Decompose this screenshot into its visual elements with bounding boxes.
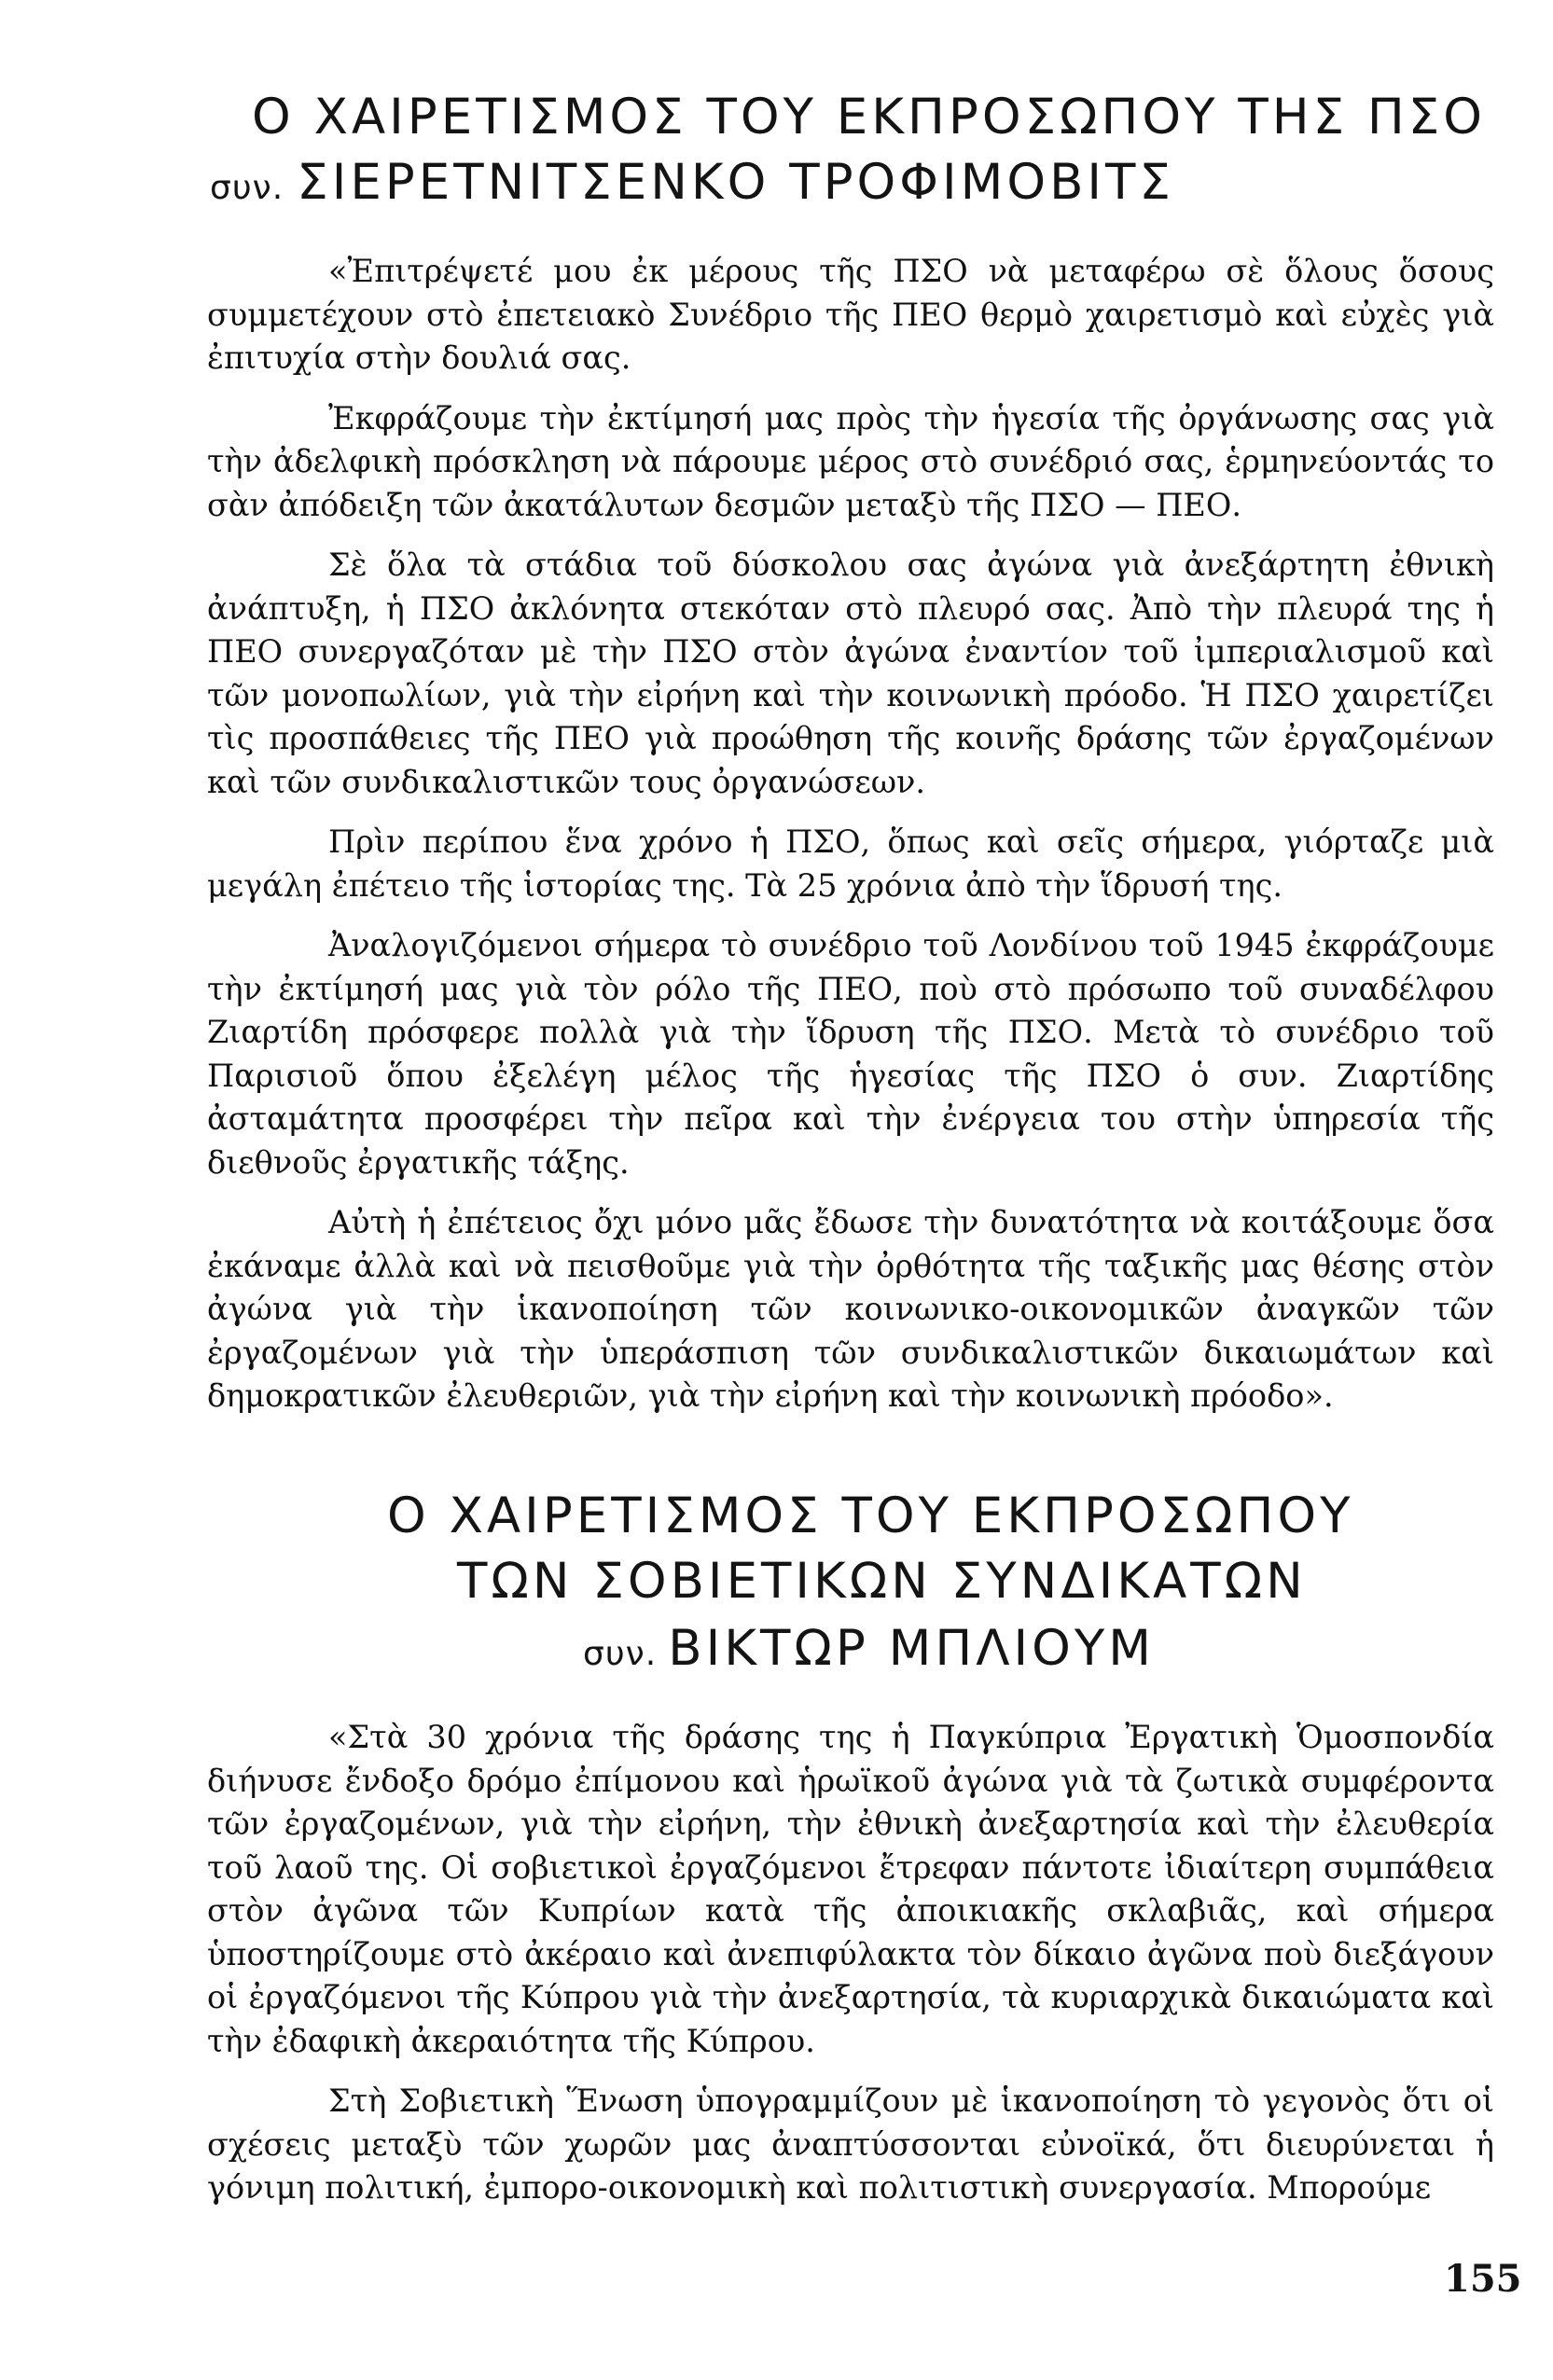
paragraph: Σὲ ὅλα τὰ στάδια τοῦ δύσκολου σας ἀγώνα γιὰ ἀνεξάρτητη ἐθνικὴ ἀνάπτυξη, ἡ ΠΣΟ ἀκλόνητα στεκόταν στὸ πλευρό σας. Ἀπὸ τὴν πλευρά της ἡ ΠΕΟ συνεργαζόταν μὲ τὴν ΠΣΟ στὸν ἀγώνα ἐναντίον τοῦ ἰμπεριαλισμοῦ καὶ τῶν μονοπωλίων, γιὰ τὴν εἰρήνη καὶ τὴν κοινωνικὴ πρόοδο. Ἡ ΠΣΟ χαιρετίζει τὶς προσπάθειες τῆς ΠΕΟ γιὰ προώθηση τῆς κοινῆς δράσης τῶν ἐργαζομένων καὶ τῶν συνδικαλιστικῶν τους ὀργανώσεων.: [207, 547, 1494, 800]
section1-body: [207, 250, 1494, 1435]
paragraph: Πρὶν περίπου ἕνα χρόνο ἡ ΠΣΟ, ὅπως καὶ σεῖς σήμερα, γιόρταζε μιὰ μεγάλη ἐπέτειο τῆς ἱστορίας της. Τὰ 25 χρόνια ἀπὸ τὴν ἵδρυσή της.: [207, 823, 1494, 904]
section1-heading-line2: [210, 154, 1174, 211]
section2-heading-prefix: συν.: [583, 1635, 658, 1673]
paragraph: Στὴ Σοβιετικὴ Ἕνωση ὑπογραμμίζουν μὲ ἱκανοποίηση τὸ γεγονὸς ὅτι οἱ σχέσεις μεταξὺ τῶν χωρῶν μας ἀναπτύσσονται εὐνοϊκά, ὅτι διευρύνεται ἡ γόνιμη πολιτική, ἐμπορο-οικονομικὴ καὶ πολιτιστικὴ συνεργασία. Μπορούμε: [207, 2082, 1494, 2206]
section1-heading-prefix: συν.: [210, 169, 284, 207]
page-number: 155: [1444, 2257, 1522, 2301]
section2-heading-line3: [583, 1620, 1155, 1677]
paragraph: Ἐκφράζουμε τὴν ἐκτίμησή μας πρὸς τὴν ἡγεσία τῆς ὀργάνωσης σας γιὰ τὴν ἀδελφικὴ πρόσκληση νὰ πάρουμε μέρος στὸ συνέδριό σας, ἑρμηνεύοντάς το σὰν ἀπόδειξη τῶν ἀκατάλυτων δεσμῶν μεταξὺ τῆς ΠΣΟ — ΠΕΟ.: [207, 399, 1494, 523]
paragraph: Αὐτὴ ἡ ἐπέτειος ὄχι μόνο μᾶς ἔδωσε τὴν δυνατότητα νὰ κοιτάξουμε ὅσα ἐκάναμε ἀλλὰ καὶ νὰ πεισθοῦμε γιὰ τὴν ὀρθότητα τῆς ταξικῆς μας θέσης στὸν ἀγώνα γιὰ τὴν ἱκανοποίηση τῶν κοινωνικο-οικονομικῶν ἀναγκῶν τῶν ἐργαζομένων γιὰ τὴν ὑπεράσπιση τῶν συνδικαλιστικῶν δικαιωμάτων καὶ δημοκρατικῶν ἐλευθεριῶν, γιὰ τὴν εἰρήνη καὶ τὴν κοινωνικὴ πρόοδο».: [207, 1204, 1494, 1414]
paragraph: Ἀναλογιζόμενοι σήμερα τὸ συνέδριο τοῦ Λονδίνου τοῦ 1945 ἐκφράζουμε τὴν ἐκτίμησή μας γιὰ τὸν ρόλο τῆς ΠΕΟ, ποὺ στὸ πρόσωπο τοῦ συναδέλφου Ζιαρτίδη πρόσφερε πολλὰ γιὰ τὴν ἵδρυση τῆς ΠΣΟ. Μετὰ τὸ συνέδριο τοῦ Παρισιοῦ ὅπου ἐξελέγη μέλος τῆς ἡγεσίας τῆς ΠΣΟ ὁ συν. Ζιαρτίδης ἀσταμάτητα προσφέρει τὴν πεῖρα καὶ τὴν ἐνέργεια του στὴν ὑπηρεσία τῆς διεθνοῦς ἐργατικῆς τάξης.: [207, 927, 1494, 1181]
section1-heading-line1: Ο ΧΑΙΡΕΤΙΣΜΟΣ ΤΟΥ ΕΚΠΡΟΣΩΠΟΥ ΤΗΣ ΠΣΟ: [252, 89, 1486, 145]
section2-heading-line1: Ο ΧΑΙΡΕΤΙΣΜΟΣ ΤΟΥ ΕΚΠΡΟΣΩΠΟΥ: [387, 1488, 1354, 1544]
section1-heading-name: ΣΙΕΡΕΤΝΙΤΣΕΝΚΟ ΤΡΟΦΙΜΟΒΙΤΣ: [297, 154, 1174, 211]
paragraph: «Στὰ 30 χρόνια τῆς δράσης της ἡ Παγκύπρια Ἐργατικὴ Ὁμοσπονδία διήνυσε ἔνδοξο δρόμο ἐπίμονου καὶ ἡρωϊκοῦ ἀγώνα γιὰ τὰ ζωτικὰ συμφέροντα τῶν ἐργαζομένων, γιὰ τὴν εἰρήνη, τὴν ἐθνικὴ ἀνεξαρτησία καὶ τὴν ἐλευθερία τοῦ λαοῦ της. Οἱ σοβιετικοὶ ἐργαζόμενοι ἔτρεφαν πάντοτε ἰδιαίτερη συμπάθεια στὸν ἀγῶνα τῶν Κυπρίων κατὰ τῆς ἀποικιακῆς σκλαβιᾶς, καὶ σήμερα ὑποστηρίζουμε στὸ ἀκέραιο καὶ ἀνεπιφύλακτα τὸν δίκαιο ἀγῶνα ποὺ διεξάγουν οἱ ἐργαζόμενοι τῆς Κύπρου γιὰ τὴν ἀνεξαρτησία, τὰ κυριαρχικὰ δικαιώματα καὶ τὴν ἐδαφικὴ ἀκεραιότητα τῆς Κύπρου.: [207, 1719, 1494, 2059]
section2-heading-line2: ΤΩΝ ΣΟΒΙΕΤΙΚΩΝ ΣΥΝΔΙΚΑΤΩΝ: [457, 1553, 1307, 1610]
paragraph: «Ἐπιτρέψετέ μου ἐκ μέρους τῆς ΠΣΟ νὰ μεταφέρω σὲ ὅλους ὅσους συμμετέχουν στὸ ἐπετειακὸ Συνέδριο τῆς ΠΕΟ θερμὸ χαιρετισμὸ καὶ εὐχὲς γιὰ ἐπιτυχία στὴν δουλιά σας.: [207, 253, 1494, 376]
section2-heading-name: ΒΙΚΤΩΡ ΜΠΛΙΟΥΜ: [668, 1620, 1155, 1677]
section2-body: [207, 1716, 1494, 2227]
